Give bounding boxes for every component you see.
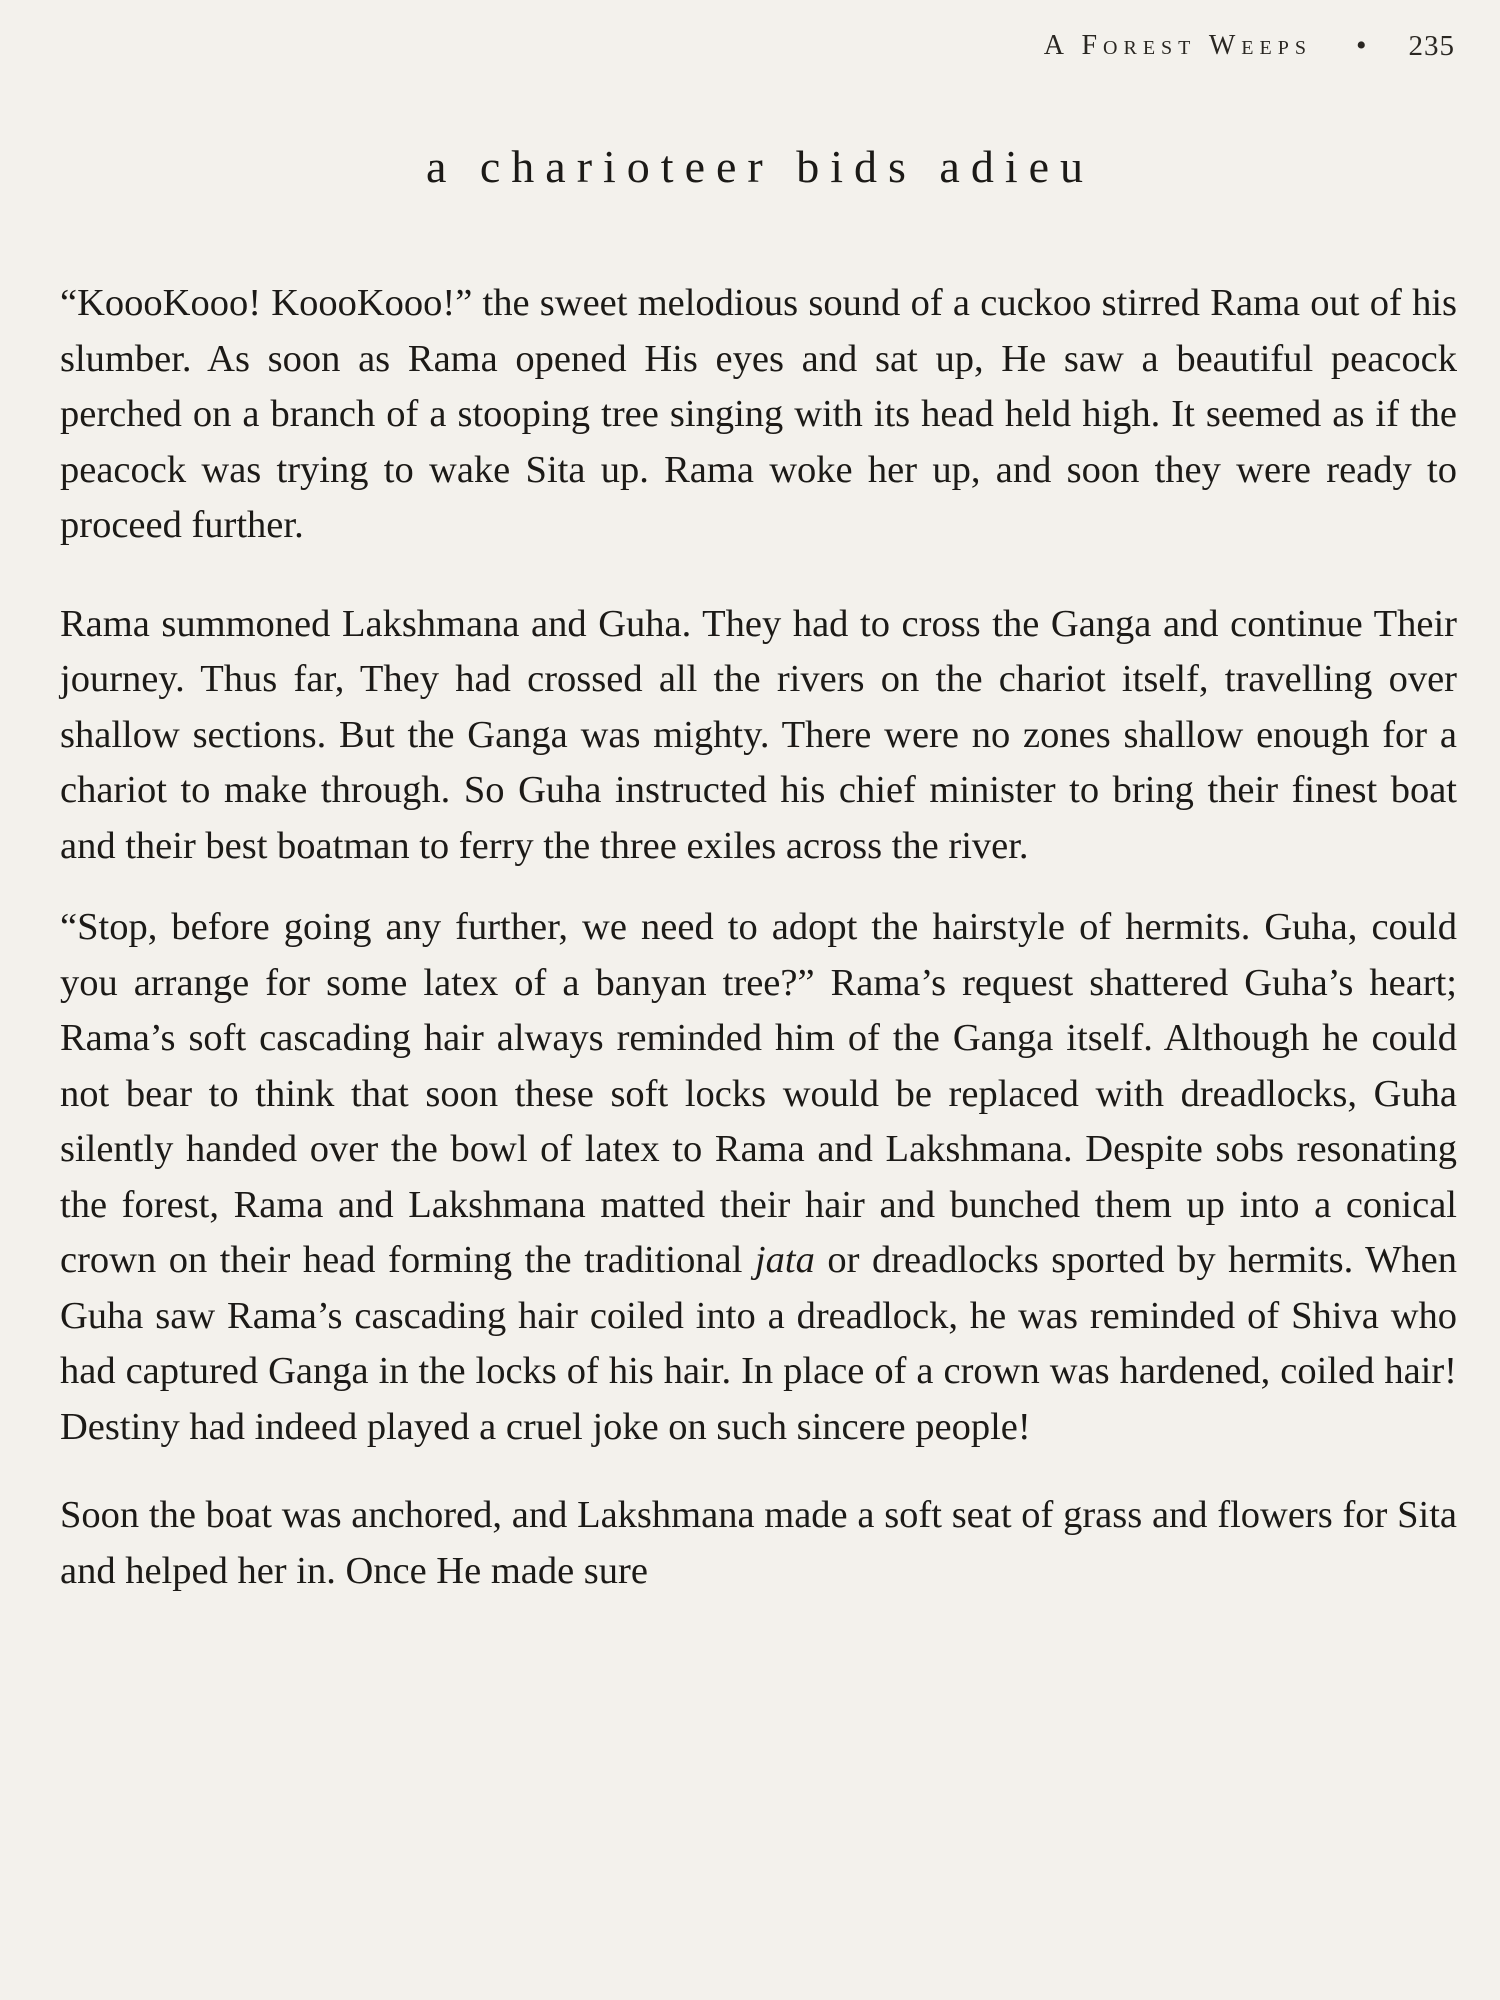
section-heading: a charioteer bids adieu xyxy=(425,141,1095,192)
header-separator: • xyxy=(1355,29,1367,62)
paragraph-3-text-b: or dreadlocks sported by hermits. When Guha saw Rama’s cascading hair coiled into a dreadlock, he was reminded of Shiva who had captured Ganga in the locks of his hair. In place of a crown was hardened, coiled hair! Destiny had indeed played a cruel joke on such sincere people! xyxy=(60,1239,1457,1448)
paragraph-1: “KoooKooo! KoooKooo!” the sweet melodious sound of a cuckoo stirred Rama out of his slumber. As soon as Rama opened His eyes and sat up, He saw a beautiful peacock perched on a branch of a stooping tree singing with its head held high. It seemed as if the peacock was trying to wake Sita up. Rama woke her up, and soon they were ready to proceed further. xyxy=(60,282,1457,546)
paragraph-3 xyxy=(60,900,1457,1455)
running-header xyxy=(870,26,1455,66)
running-title: A Forest Weeps xyxy=(1043,30,1312,61)
paragraph-3-text-a: “Stop, before going any further, we need to adopt the hairstyle of hermits. Guha, could you arrange for some latex of a banyan tree?” Rama’s request shattered Guha’s heart; Rama’s soft cascading hair always reminded him of the Ganga itself. Although he could not bear to think that soon these soft locks would be replaced with dreadlocks, Guha silently handed over the bowl of latex to Rama and Lakshmana. Despite sobs resonating the forest, Rama and Lakshmana matted their hair and bunched them up into a conical crown on their head forming the traditional xyxy=(60,906,1457,1281)
paragraph-2: Rama summoned Lakshmana and Guha. They had to cross the Ganga and continue Their journey. Thus far, They had crossed all the rivers on the chariot itself, travelling over shallow sections. But the Ganga was mighty. There were no zones shallow enough for a chariot to make through. So Guha instructed his chief minister to bring their finest boat and their best boatman to ferry the three exiles across the river. xyxy=(60,602,1457,867)
paragraph-4: Soon the boat was anchored, and Lakshmana made a soft seat of grass and flowers for Sita and helped her in. Once He made sure xyxy=(60,1494,1457,1592)
body-text xyxy=(60,276,1457,1599)
page-number: 235 xyxy=(1408,29,1455,62)
italic-term-jata: jata xyxy=(754,1239,815,1281)
